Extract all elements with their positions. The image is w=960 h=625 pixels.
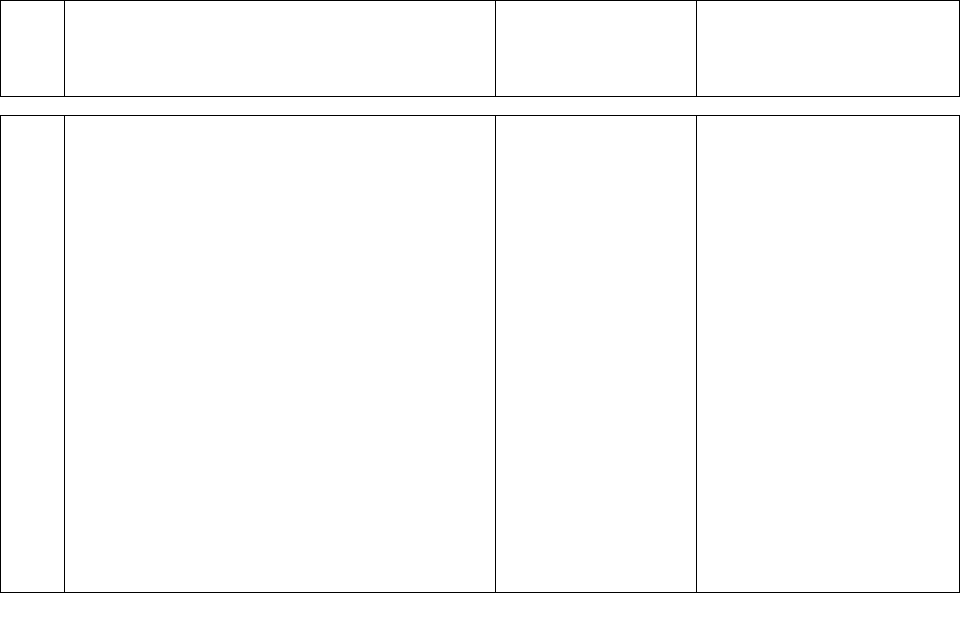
cell-places (697, 116, 960, 593)
indication-code (1, 116, 65, 593)
cell-specialist (496, 116, 697, 593)
table-row-spacer (1, 97, 960, 116)
cell-places (697, 1, 960, 97)
cell-care-info (496, 1, 697, 97)
cell-empty (65, 1, 496, 97)
table-row (1, 1, 960, 97)
table-row (1, 116, 960, 593)
cell-empty (1, 1, 65, 97)
cell-indication (65, 116, 496, 593)
